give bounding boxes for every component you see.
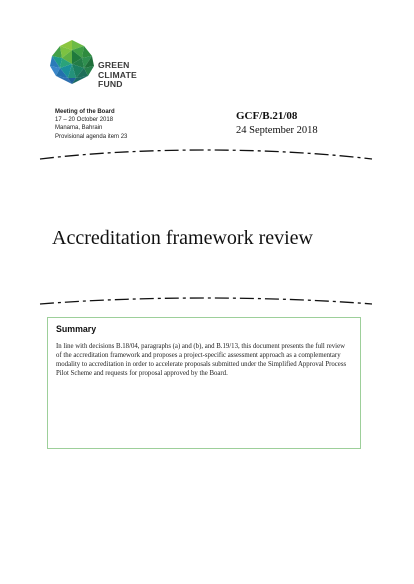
meeting-title: Meeting of the Board	[55, 109, 115, 115]
logo-line-green: GREEN	[98, 60, 130, 70]
gcf-logo	[48, 38, 178, 100]
logo-line-fund: FUND	[98, 79, 123, 90]
summary-heading: Summary	[56, 324, 97, 334]
document-date: 24 September 2018	[236, 125, 318, 136]
logo-wordmark	[98, 61, 137, 90]
meeting-location: Manama, Bahrain	[55, 125, 103, 132]
document-title: Accreditation framework review	[52, 227, 313, 249]
geodesic-globe-icon	[48, 38, 96, 86]
wave-divider-top	[0, 145, 414, 165]
summary-box	[47, 317, 361, 449]
logo-line-climate: CLIMATE	[98, 69, 137, 80]
wave-divider-bottom	[0, 294, 414, 314]
summary-text: In line with decisions B.18/04, paragraphs (a) and (b), and B.19/13, this document presents the full review of the accreditation framework and proposes a project-specific assessment approach as a complementary modality to accreditation in order to accelerate proposals submitted under the Simplified Approval Process Pilot Scheme and requests for proposal approved by the Board.	[56, 343, 347, 377]
meeting-info	[55, 108, 127, 141]
meeting-agenda-item: Provisional agenda item 23	[55, 133, 128, 140]
document-code: GCF/B.21/08	[236, 110, 298, 122]
meeting-dates: 17 – 20 October 2018	[55, 117, 114, 124]
